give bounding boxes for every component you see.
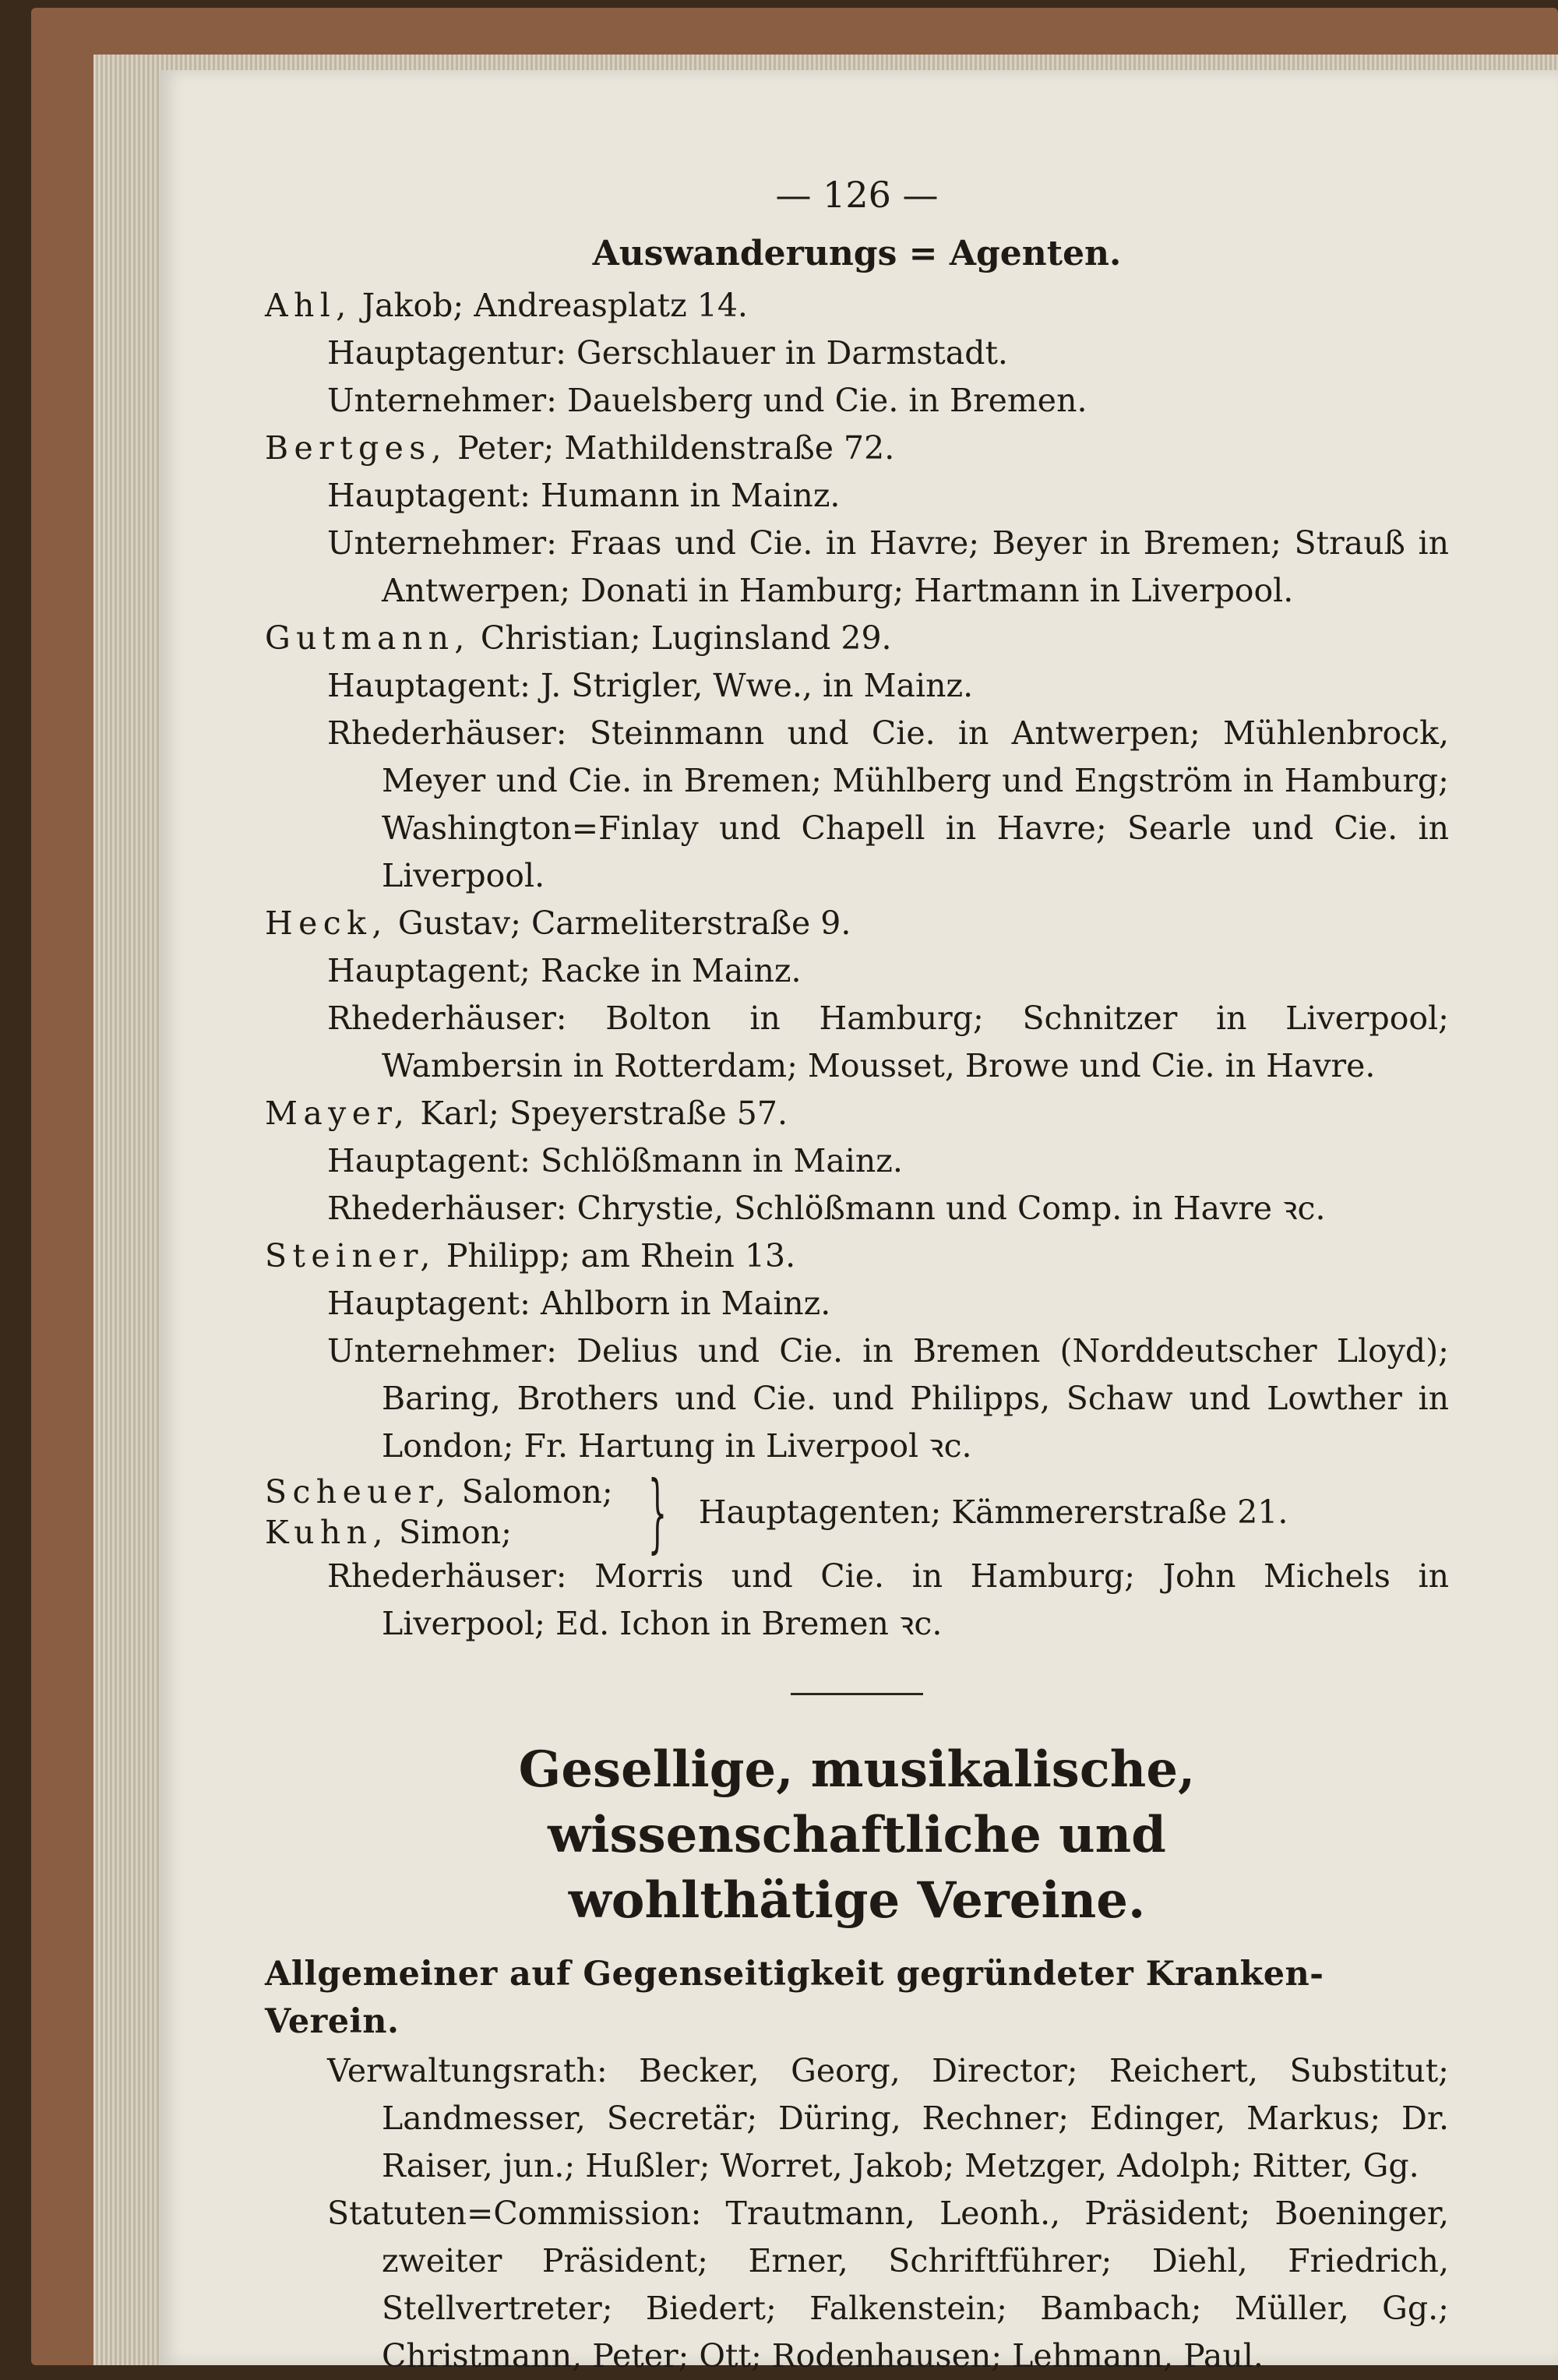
agent-details: Jakob; Andreasplatz 14. — [361, 287, 748, 324]
shared-details: Hauptagenten; Kämmererstraße 21. — [698, 1493, 1288, 1531]
agent-line: Rhederhäuser: Morris und Cie. in Hamburg; John Michels in Liverpool; Ed. Ichon in Bremen ꝛc. — [327, 1557, 1449, 1642]
agent-details: Simon; — [398, 1514, 512, 1551]
agent-name: Ahl, — [265, 287, 352, 324]
agent-entry — [265, 425, 1449, 615]
agent-details: Gustav; Carmeliterstraße 9. — [397, 904, 851, 942]
agent-entry — [265, 900, 1449, 1090]
agent-details: Christian; Luginsland 29. — [480, 619, 892, 657]
agent-line: Rhederhäuser: Chrystie, Schlößmann und Comp. in Havre ꝛc. — [327, 1190, 1326, 1227]
agent-entry — [265, 1232, 1449, 1470]
page-text — [265, 171, 1449, 2380]
agent-name: Heck, — [265, 904, 388, 942]
agent-line: Rhederhäuser: Steinmann und Cie. in Antwerpen; Mühlenbrock, Meyer und Cie. in Bremen; Mühlberg und Engström in Hamburg; Washington=Finlay und Chapell in Havre; Searle und Cie. in Liverpool. — [327, 714, 1449, 894]
agent-details: Karl; Speyerstraße 57. — [420, 1095, 788, 1132]
brace: } — [647, 1462, 667, 1562]
section-title: Auswanderungs = Agenten. — [592, 234, 1122, 273]
chapter-heading-line: wohlthätige Vereine. — [568, 1871, 1146, 1930]
agent-details: Peter; Mathildenstraße 72. — [457, 429, 895, 467]
agent-line: Unternehmer: Delius und Cie. in Bremen (Norddeutscher Lloyd); Baring, Brothers und Cie. und Philipps, Schaw und Lowther in London; Fr. Hartung in Liverpool ꝛc. — [327, 1332, 1449, 1465]
agent-details: Philipp; am Rhein 13. — [446, 1237, 796, 1275]
agent-details: Salomon; — [461, 1473, 613, 1511]
agent-name: Gutmann, — [265, 619, 471, 657]
agent-entry — [265, 615, 1449, 900]
agent-line: Hauptagent; Racke in Mainz. — [327, 952, 802, 989]
agent-name: Mayer, — [265, 1095, 411, 1132]
section-divider — [791, 1693, 923, 1695]
organization-heading: Allgemeiner auf Gegenseitigkeit gegründeter Kranken-Verein. — [265, 1955, 1324, 2041]
agent-pair-entry — [265, 1462, 1449, 1648]
agent-name: Bertges, — [265, 429, 448, 467]
agent-line: Hauptagent: Ahlborn in Mainz. — [327, 1285, 831, 1322]
book-page — [160, 70, 1558, 2375]
agent-entry — [265, 1090, 1449, 1232]
agent-line: Hauptagent: Schlößmann in Mainz. — [327, 1142, 903, 1179]
page-number: — 126 — — [775, 174, 939, 216]
agent-entry — [265, 282, 1449, 425]
agent-name: Scheuer, — [265, 1473, 452, 1511]
agent-line: Unternehmer: Fraas und Cie. in Havre; Beyer in Bremen; Strauß in Antwerpen; Donati in Hamburg; Hartmann in Liverpool. — [327, 524, 1449, 609]
agent-name: Kuhn, — [265, 1514, 389, 1551]
agent-line: Unternehmer: Dauelsberg und Cie. in Bremen. — [327, 382, 1087, 419]
agent-line: Hauptagent: J. Strigler, Wwe., in Mainz. — [327, 667, 974, 704]
chapter-heading — [265, 1737, 1449, 1934]
agent-line: Rhederhäuser: Bolton in Hamburg; Schnitzer in Liverpool; Wambersin in Rotterdam; Mousset, Browe und Cie. in Havre. — [327, 1000, 1449, 1084]
chapter-heading-line: Gesellige, musikalische, wissenschaftliche und — [518, 1740, 1196, 1864]
agent-line: Hauptagentur: Gerschlauer in Darmstadt. — [327, 334, 1008, 372]
organization-line: Verwaltungsrath: Becker, Georg, Director; Reichert, Substitut; Landmesser, Secretär; Düring, Rechner; Edinger, Markus; Dr. Raiser, jun.; Hußler; Worret, Jakob; Metzger, Adolph; Ritter, Gg. — [327, 2052, 1449, 2184]
organization-line: Statuten=Commission: Trautmann, Leonh., Präsident; Boeninger, zweiter Präsident; Erner, Schriftführer; Diehl, Friedrich, Stellvertreter; Biedert; Falkenstein; Bambach; Müller, Gg.; Christmann, Peter; Ott; Rodenhausen; Lehmann, Paul. — [327, 2195, 1449, 2375]
agent-name: Steiner, — [265, 1237, 436, 1275]
agent-line: Hauptagent: Humann in Mainz. — [327, 477, 841, 514]
